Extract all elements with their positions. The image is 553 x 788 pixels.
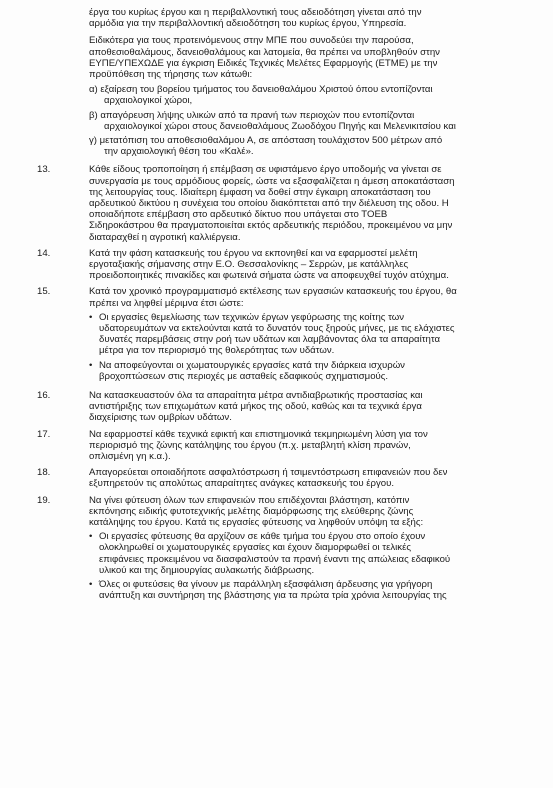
bullet-marker: • [89,579,93,590]
sub-item: γ) μετατόπιση του αποθεσιοθαλάμου Α, σε απόσταση τουλάχιστον 500 μέτρων από [89,135,443,146]
item-number: 16. [37,390,51,401]
text-line: Ειδικότερα για τους προτεινόμενους στην ΜΠΕ που συνοδεύει την παρούσα, [89,35,414,47]
text-line: διαταραχθεί η αγροτική καλλιέργεια. [89,231,241,243]
text-line: Κατά την φάση κατασκευής του έργου να εκπονηθεί και να εφαρμοστεί μελέτη [89,247,418,259]
item-number: 13. [37,164,51,176]
text-line: Σιδηροκάστρου θα πραγματοποιείται εκτός αρδευτικής περιόδου, προκειμένου να μην [89,220,453,232]
text-line: Να αποφεύγονται οι χωματουργικές εργασίες κατά την διάρκεια ισχυρών [99,359,405,371]
item-number: 19. [37,494,51,506]
text-line: Κάθε είδους τροποποίηση ή επέμβαση σε υφιστάμενο έργο υποδομής να γίνεται σε [89,164,442,176]
text-line: Να κατασκευαστούν όλα τα απαραίτητα μέτρα αντιδιαβρωτικής προστασίας και [89,390,423,401]
text-line: κατάληψης του έργου. Κατά τις εργασίες φύτευσης να ληφθούν υπόψη τα εξής: [89,517,424,528]
text-line: επιφάνειες προκειμένου να διασφαλιστούν τα πρανή έναντι της απώλειας εδαφικού [99,553,451,565]
text-line: μέτρα για τον περιορισμό της θολερότητας των υδάτων. [99,345,335,357]
bullet-marker: • [89,359,93,371]
text-line: πρέπει να ληφθεί μέριμνα έτσι ώστε: [89,297,244,309]
text-line: οποιαδήποτε επέμβαση στο αρδευτικό δίκτυο που υπάγεται στο ΤΟΕΒ [89,209,388,221]
text-line: Να εφαρμοστεί κάθε τεχνικά εφικτή και επιστημονικά τεκμηριωμένη λύση για τον [89,428,428,440]
text-line: βροχοπτώσεων στις περιοχές με ασταθείς εδαφικούς σχηματισμούς. [99,370,389,382]
text-line: συνεργασία με τους αρμόδιους φορείς, ώστε να εξασφαλίζεται η άμεση αποκατάσταση [89,175,455,187]
item-number: 14. [37,247,51,259]
text-line: Κατά τον χρονικό προγραμματισμό εκτέλεσης των εργασιών κατασκευής του έργου, θα [89,286,457,298]
text-line: δυνατές παρεμβάσεις στην ροή των υδάτων και λαμβάνοντας όλα τα απαραίτητα [99,334,441,346]
text-line: αντιστήριξης των επιχωμάτων κατά μήκος της οδού, καθώς και τα τεχνικά έργα [89,401,422,413]
text-line: περιορισμό της ζώνης κατάληψης του έργου (π.χ. μεταβλητή κλίση πρανών, [89,439,411,451]
text-line: της λειτουργίας τους. Ιδιαίτερη έμφαση να δοθεί στην έγκαιρη αποκατάσταση του [89,186,431,198]
text-line: εξυπηρετούν τις απολύτως απαραίτητες ανάγκες κατασκευής του έργου. [89,478,395,490]
item-number: 15. [37,286,51,298]
text-line: διαχείρισης των ομβρίων υδάτων. [89,412,232,424]
item-number: 17. [37,428,51,440]
sub-item: β) απαγόρευση λήψης υλικών από τα πρανή των περιοχών που εντοπίζονται [89,109,415,121]
text-line: ανάπτυξη και συντήρηση της βλάστησης για τα πρώτα τρία χρόνια λειτουργίας της [99,590,447,602]
bullet-marker: • [89,311,93,323]
text-line: αρδευτικού δικτύου η συνέχεια του οποίου διακόπτεται από την διέλευση της οδου. Η [89,198,449,209]
sub-item-cont: την αρχαιολογική θέση του «Καλέ». [104,146,254,158]
sub-item: α) εξαίρεση του βορείου τμήματος του δανειοθαλάμου Χριστού όπου εντοπίζονται [89,84,433,96]
text-line: προειδοποιητικές πινακίδες και φωτεινά σήματα ώστε να αποφευχθεί τυχόν ατύχημα. [89,270,449,282]
item-number: 18. [37,467,51,479]
text-line: υδατορευμάτων να εκτελούνται κατά το δυνατόν τους ξηρούς μήνες, με τις ελάχιστες [99,323,455,334]
text-line: Απαγορεύεται οποιαδήποτε ασφαλτόστρωση ή τσιμεντόστρωση επιφανειών που δεν [89,467,448,479]
text-line: έργα του κυρίως έργου και η περιβαλλοντική τους αδειοδότηση γίνεται από την [89,7,422,18]
sub-item-cont: αρχαιολογικοί χώροι, [104,95,193,107]
text-line: Όλες οι φυτεύσεις θα γίνουν με παράλληλη εξασφάλιση άρδευσης για γρήγορη [99,579,433,590]
text-line: ΕΥΠΕ/ΥΠΕΧΩΔΕ για έγκριση Ειδικές Τεχνικές Μελέτες Εφαρμογής (ΕΤΜΕ) με την [89,57,438,69]
text-line: υλικού και της δημιουργίας αυλακωτής διάβρωσης. [99,564,315,576]
text-line: εκπόνησης ειδικής φυτοτεχνικής μελέτης διαμόρφωσης της ελεύθερης ζώνης [89,505,414,517]
bullet-marker: • [89,531,93,543]
text-line: ολοκληρωθεί οι χωματουργικές εργασίες και έχουν διαμορφωθεί οι τελικές [99,542,411,554]
text-line: Οι εργασίες φύτευσης θα αρχίζουν σε κάθε τμήμα του έργου στο οποίο έχουν [99,531,426,543]
text-line: αρμόδια για την περιβαλλοντική αδειοδότηση του κυρίως έργου, Υπηρεσία. [89,18,407,30]
text-line: εργοταξιακής σήμανσης στην Ε.Ο. Θεσσαλονίκης – Σερρών, με κατάλληλες [89,259,409,270]
text-line: οπλισμένη γη κ.α.). [89,451,171,462]
text-line: Οι εργασίες θεμελίωσης των τεχνικών έργων γεφύρωσης της κοίτης των [99,311,405,323]
text-line: αποθεσιοθαλάμους, δανειοθαλάμους και λατομεία, θα πρέπει να υποβληθούν στην [89,46,440,58]
text-line: προϋπόθεση της τήρησης των κάτωθι: [89,69,253,80]
text-line: Να γίνει φύτευση όλων των επιφανειών που επιδέχονται βλάστηση, κατόπιν [89,494,410,506]
sub-item-cont: αρχαιολογικοί χώροι στους δανειοθαλάμους Ζωοδόχου Πηγής και Μελενικιτσίου και [104,120,456,132]
